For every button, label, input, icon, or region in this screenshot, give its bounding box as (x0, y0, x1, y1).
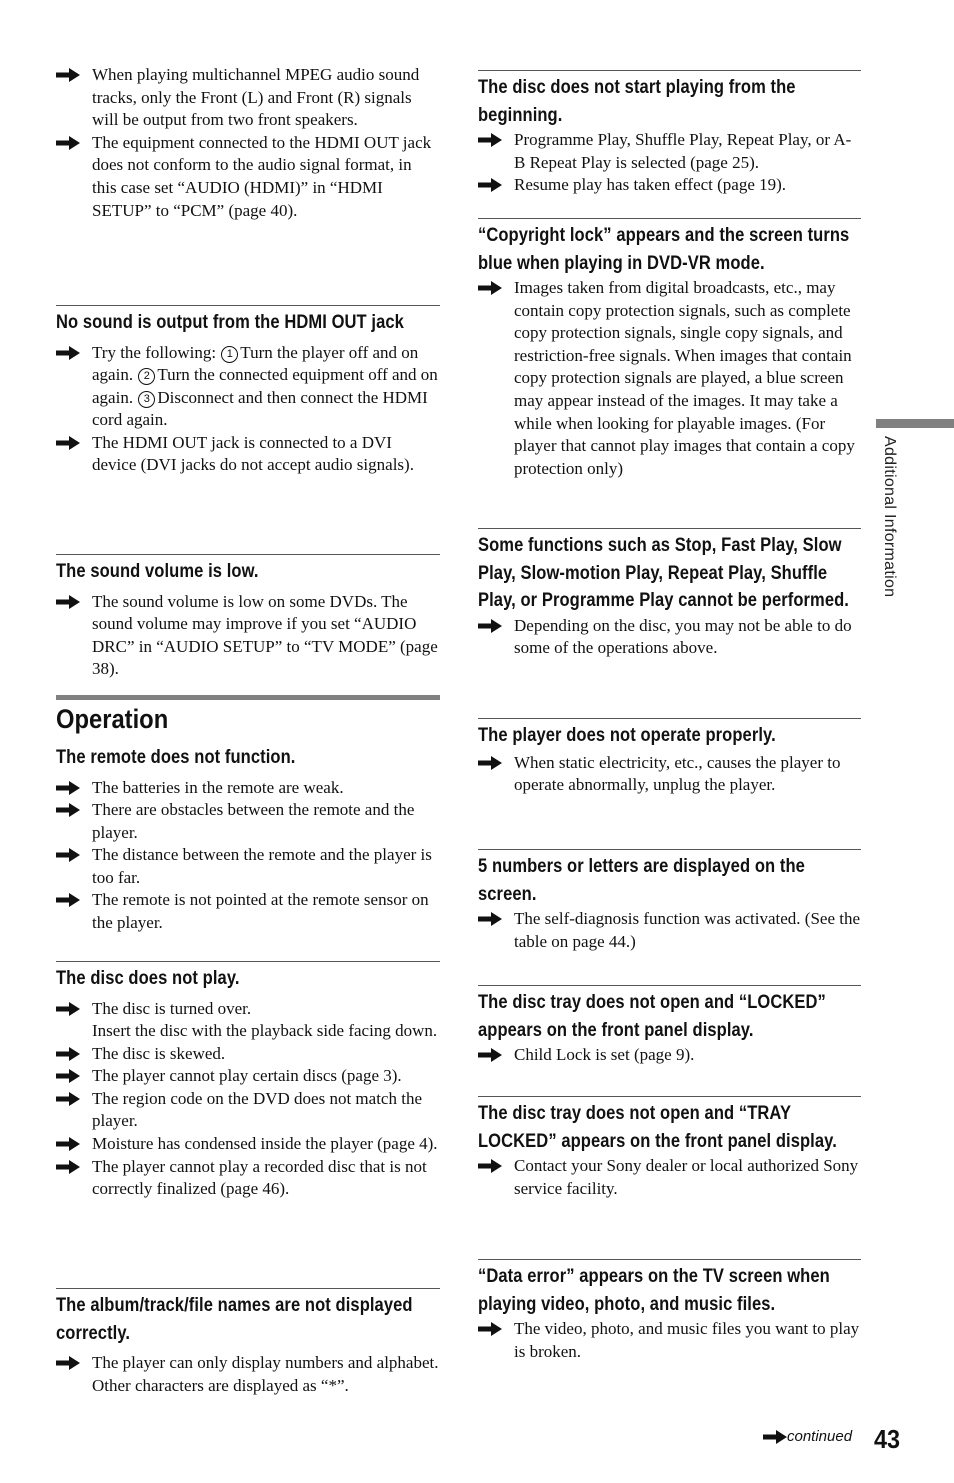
section-operation (56, 695, 440, 935)
section-title: The album/track/file names are not displayed correctly. (56, 1295, 413, 1344)
list-item: The distance between the remote and the player is too far. (56, 844, 440, 889)
arrow-icon (56, 1069, 80, 1083)
section-title: Some functions such as Stop, Fast Play, Slow Play, Slow-motion Play, Repeat Play, Shuffle Play, or Programme Play cannot be performed. (478, 535, 849, 611)
section-hdmi-no-sound (56, 305, 440, 477)
arrow-icon (56, 595, 80, 609)
arrow-icon (56, 1092, 80, 1106)
section-copyright-lock (478, 218, 861, 480)
list-item: The disc is turned over. Insert the disc with the playback side facing down. (56, 998, 440, 1043)
arrow-icon (56, 136, 80, 150)
section-tray-locked (478, 1096, 861, 1200)
list-item: The region code on the DVD does not match the player. (56, 1088, 440, 1133)
intro-items (56, 64, 440, 222)
arrow-icon (56, 1137, 80, 1151)
section-locked (478, 985, 861, 1067)
arrow-icon (56, 1356, 80, 1370)
arrow-icon (56, 893, 80, 907)
arrow-icon (56, 68, 80, 82)
arrow-icon (56, 781, 80, 795)
list-item: Resume play has taken effect (page 19). (478, 174, 861, 197)
list-item: Moisture has condensed inside the player (page 4). (56, 1133, 440, 1156)
circled-number-3: 3 (138, 391, 155, 408)
arrow-icon (478, 133, 502, 147)
arrow-icon (478, 1048, 502, 1062)
list-item: Try the following: 1 Turn the player off and on again. 2 Turn the connected equipment off and on again. 3 Disconnect and then connect the HDMI cord again. (56, 342, 440, 432)
page-number: 43 (874, 1424, 901, 1454)
section-title: 5 numbers or letters are displayed on the screen. (478, 856, 805, 905)
sidebar-section-label: Additional Information (881, 436, 898, 598)
section-title: No sound is output from the HDMI OUT jack (56, 312, 404, 333)
list-item: Depending on the disc, you may not be able to do some of the operations above. (478, 615, 861, 660)
list-item: There are obstacles between the remote and the player. (56, 799, 440, 844)
arrow-icon (56, 1047, 80, 1061)
arrow-icon (478, 1159, 502, 1173)
list-item: The remote is not pointed at the remote sensor on the player. (56, 889, 440, 934)
arrow-icon (478, 281, 502, 295)
list-item: The player cannot play a recorded disc that is not correctly finalized (page 46). (56, 1156, 440, 1201)
section-disc-not-play (56, 961, 440, 1201)
section-names-not-displayed (56, 1288, 440, 1397)
section-title: “Data error” appears on the TV screen when playing video, photo, and music files. (478, 1266, 830, 1315)
circled-number-2: 2 (138, 368, 155, 385)
arrow-icon (56, 1160, 80, 1174)
arrow-icon (478, 178, 502, 192)
arrow-icon (478, 619, 502, 633)
arrow-icon (763, 1430, 785, 1442)
arrow-icon (56, 436, 80, 450)
section-title: The disc does not start playing from the beginning. (478, 77, 796, 126)
section-volume-low (56, 554, 440, 681)
arrow-icon (56, 803, 80, 817)
list-item: The disc is skewed. (56, 1043, 440, 1066)
list-item: The self-diagnosis function was activated. (See the table on page 44.) (478, 908, 861, 953)
arrow-icon (478, 1322, 502, 1336)
list-item: Images taken from digital broadcasts, etc., may contain copy protection signals, such as complete copy protection signals, single copy signals, and restriction-free signals. When images that contain copy protection signals are played, a blue screen may appear instead of the images. It may take a while when looking for playable images. (For player that cannot play images that contain a copy protection only) (478, 277, 861, 480)
list-item: When static electricity, etc., causes the player to operate abnormally, unplug the player. (478, 752, 861, 797)
section-not-from-beginning (478, 70, 861, 197)
section-functions (478, 528, 861, 660)
arrow-icon (56, 848, 80, 862)
section-title: The player does not operate properly. (478, 725, 776, 746)
list-item: The player cannot play certain discs (page 3). (56, 1065, 440, 1088)
section-not-operate (478, 718, 861, 797)
section-title: The remote does not function. (56, 747, 296, 768)
list-item: Child Lock is set (page 9). (478, 1044, 861, 1067)
list-item: When playing multichannel MPEG audio sound tracks, only the Front (L) and Front (R) signals will be output from two front speakers. (56, 64, 440, 132)
arrow-icon (56, 346, 80, 360)
arrow-icon (56, 1002, 80, 1016)
continued-note: continued (763, 1428, 852, 1445)
section-tab-marker (876, 419, 954, 428)
list-item: The HDMI OUT jack is connected to a DVI device (DVI jacks do not accept audio signals). (56, 432, 440, 477)
arrow-icon (478, 912, 502, 926)
list-item: The player can only display numbers and alphabet. Other characters are displayed as “*”. (56, 1352, 440, 1397)
section-title: The disc does not play. (56, 968, 240, 989)
list-item: Programme Play, Shuffle Play, Repeat Play, or A-B Repeat Play is selected (page 25). (478, 129, 861, 174)
list-item: Contact your Sony dealer or local authorized Sony service facility. (478, 1155, 861, 1200)
section-five-numbers (478, 849, 861, 953)
section-title: “Copyright lock” appears and the screen turns blue when playing in DVD-VR mode. (478, 225, 850, 274)
list-item: The equipment connected to the HDMI OUT jack does not conform to the audio signal format, in this case set “AUDIO (HDMI)” in “HDMI SETUP” to “PCM” (page 40). (56, 132, 440, 222)
section-title: The disc tray does not open and “TRAY LOCKED” appears on the front panel display. (478, 1103, 837, 1152)
section-data-error (478, 1259, 861, 1363)
list-item: The video, photo, and music files you want to play is broken. (478, 1318, 861, 1363)
arrow-icon (478, 756, 502, 770)
section-title: The disc tray does not open and “LOCKED” appears on the front panel display. (478, 992, 826, 1041)
list-item: The batteries in the remote are weak. (56, 777, 440, 800)
list-item: The sound volume is low on some DVDs. The sound volume may improve if you set “AUDIO DRC” in “AUDIO SETUP” to “TV MODE” (page 38). (56, 591, 440, 681)
section-title: The sound volume is low. (56, 561, 259, 582)
operation-title: Operation (56, 704, 169, 734)
circled-number-1: 1 (221, 346, 238, 363)
